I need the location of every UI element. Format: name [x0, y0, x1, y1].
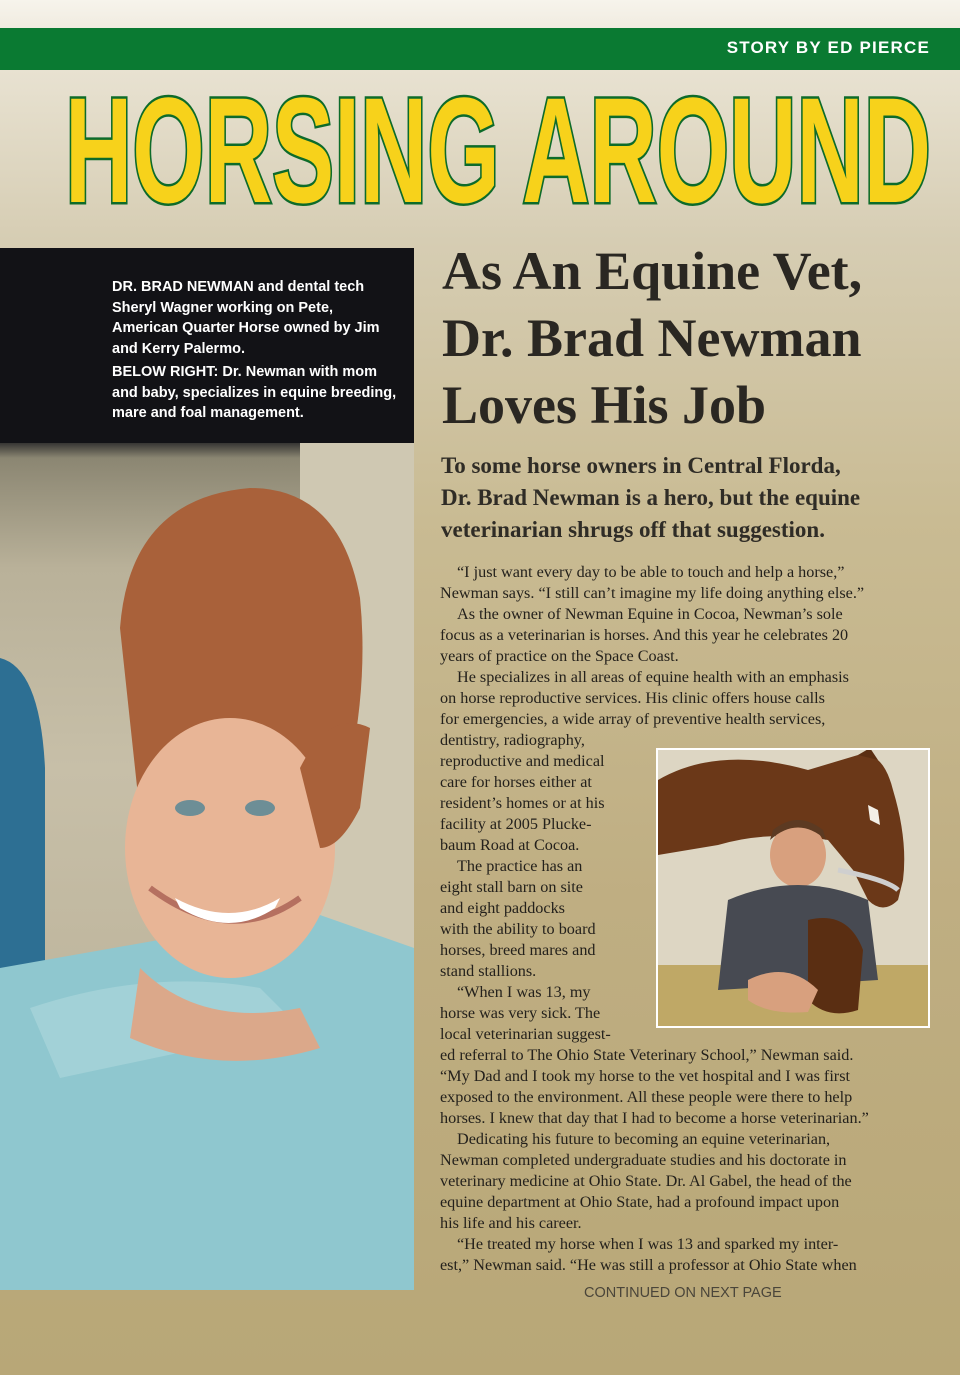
body-line: for emergencies, a wide array of preventive health services, — [440, 710, 826, 728]
photo-vet-with-horses — [656, 748, 930, 1028]
body-line: dentistry, radiography, — [440, 731, 585, 749]
title-line: Loves His Job — [442, 375, 767, 435]
continued-note: CONTINUED ON NEXT PAGE — [584, 1285, 782, 1301]
body-line: eight stall barn on site — [440, 878, 583, 896]
body-line: on horse reproductive services. His clinic offers house calls — [440, 689, 825, 707]
body-line: his life and his career. — [440, 1214, 582, 1232]
body-line: baum Road at Cocoa. — [440, 836, 580, 854]
body-line: He specializes in all areas of equine health with an emphasis — [457, 668, 849, 686]
body-line: facility at 2005 Plucke- — [440, 815, 592, 833]
body-line: horses. I knew that day that I had to become a horse veterinarian.” — [440, 1109, 869, 1127]
intro-deck — [441, 450, 941, 546]
body-line: and eight paddocks — [440, 899, 565, 917]
body-line: reproductive and medical — [440, 752, 605, 770]
byline: STORY BY ED PIERCE — [726, 38, 930, 57]
photo-caption — [112, 277, 402, 427]
body-line: ed referral to The Ohio State Veterinary School,” Newman said. — [440, 1046, 854, 1064]
body-line: horses, breed mares and — [440, 941, 596, 959]
body-line: veterinary medicine at Ohio State. Dr. Al Gabel, the head of the — [440, 1172, 852, 1190]
body-line: horse was very sick. The — [440, 1004, 601, 1022]
caption-2: BELOW RIGHT: Dr. Newman with mom and baby, specializes in equine breeding, mare and foal management. — [112, 364, 397, 421]
intro-line: To some horse owners in Central Florda, — [441, 453, 841, 478]
body-line: focus as a veterinarian is horses. And this year he celebrates 20 — [440, 626, 849, 644]
body-line: “When I was 13, my — [457, 983, 591, 1001]
intro-line: veterinarian shrugs off that suggestion. — [441, 517, 825, 542]
intro-line: Dr. Brad Newman is a hero, but the equine — [441, 485, 861, 510]
body-line: resident’s homes or at his — [440, 794, 605, 812]
body-line: “He treated my horse when I was 13 and sparked my inter- — [457, 1235, 839, 1253]
body-line: “My Dad and I took my horse to the vet hospital and I was first — [440, 1067, 850, 1085]
body-line: “I just want every day to be able to touch and help a horse,” — [457, 563, 845, 581]
headline — [58, 72, 938, 222]
headline-text: HORSING AROUND — [65, 72, 931, 222]
body-line: years of practice on the Space Coast. — [440, 647, 679, 665]
body-line: The practice has an — [457, 857, 583, 875]
body-line: Newman completed undergraduate studies and his doctorate in — [440, 1151, 847, 1169]
body-line: exposed to the environment. All these people were there to help — [440, 1088, 853, 1106]
article-title — [442, 238, 942, 439]
body-line: equine department at Ohio State, had a profound impact upon — [440, 1193, 840, 1211]
caption-1: DR. BRAD NEWMAN and dental tech Sheryl Wagner working on Pete, American Quarter Horse owned by Jim and Kerry Palermo. — [112, 279, 380, 357]
body-line: stand stallions. — [440, 962, 537, 980]
body-line: Newman says. “I still can’t imagine my life doing anything else.” — [440, 584, 865, 602]
body-line: local veterinarian suggest- — [440, 1025, 611, 1043]
body-line: Dedicating his future to becoming an equine veterinarian, — [457, 1130, 831, 1148]
body-line: As the owner of Newman Equine in Cocoa, Newman’s sole — [457, 605, 843, 623]
title-line: As An Equine Vet, — [442, 241, 863, 301]
title-line: Dr. Brad Newman — [442, 308, 862, 368]
body-line: care for horses either at — [440, 773, 592, 791]
body-line: est,” Newman said. “He was still a professor at Ohio State when — [440, 1256, 857, 1274]
body-line: with the ability to board — [440, 920, 596, 938]
